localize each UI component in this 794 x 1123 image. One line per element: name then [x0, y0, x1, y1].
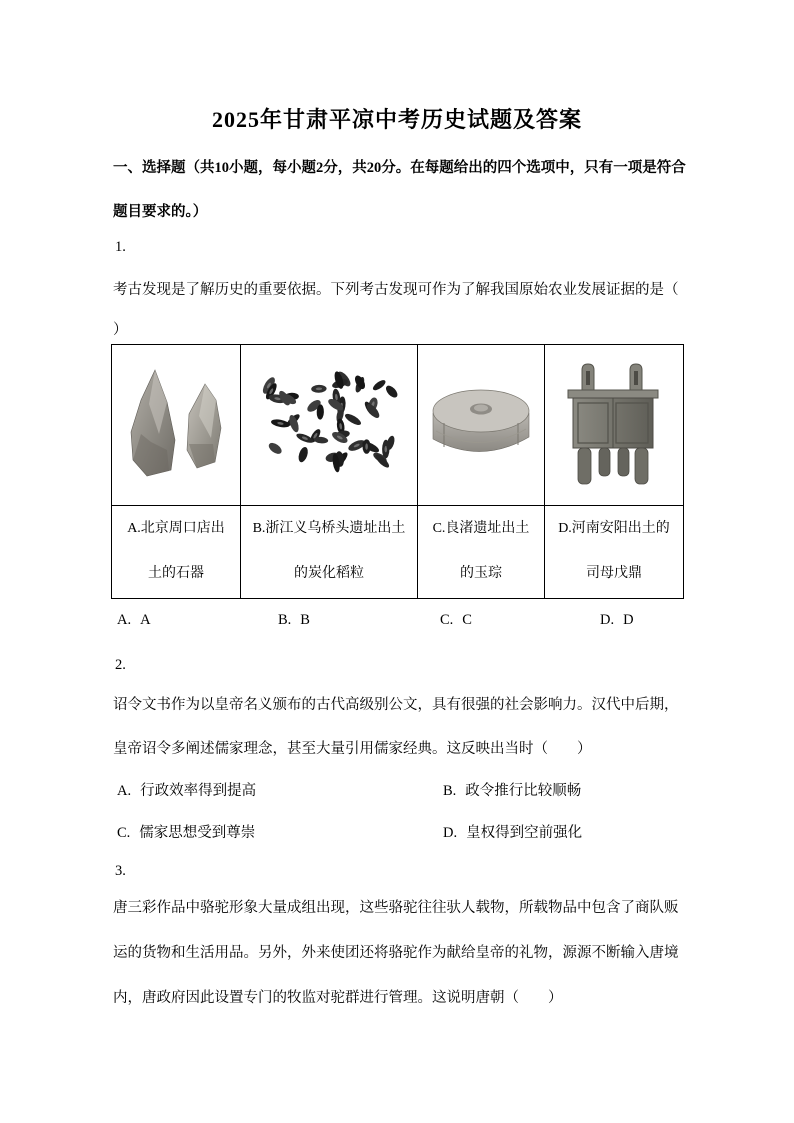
stone-tools-image: [121, 364, 231, 486]
option-label: D.: [443, 825, 458, 841]
table-caption-a: [112, 505, 240, 598]
option-text: C: [462, 612, 472, 628]
artifact-caption-line: D.河南安阳出土的: [558, 521, 670, 536]
question-3-stem-line-3: 内，唐政府因此设置专门的牧监对驼群进行管理。这说明唐朝（ ）: [113, 990, 563, 1006]
option-label: C.: [440, 612, 454, 628]
table-caption-c: [417, 505, 544, 598]
q2-option-a: [117, 780, 256, 802]
table-caption-d: [544, 505, 683, 598]
rice-grains-image: [253, 369, 405, 481]
option-text: 儒家思想受到尊崇: [139, 825, 256, 841]
question-3-stem-line-2: 运的货物和生活用品。另外，外来使团还将骆驼作为献给皇帝的礼物，源源不断输入唐境: [113, 945, 679, 961]
artifact-caption-line: A.北京周口店出: [127, 521, 225, 536]
q2-option-d: [443, 822, 582, 844]
option-label: A.: [117, 783, 132, 799]
option-text: B: [300, 612, 310, 628]
artifact-caption-line: C.良渚遗址出土: [432, 521, 530, 536]
bronze-ding-image: [558, 360, 670, 490]
question-2-stem-line-2: 皇帝诏令多阐述儒家理念，甚至大量引用儒家经典。这反映出当时（ ）: [113, 741, 592, 757]
question-1-stem-line-1: 考古发现是了解历史的重要依据。下列考古发现可作为了解我国原始农业发展证据的是（: [113, 282, 679, 298]
option-text: A: [140, 612, 151, 628]
option-label: B.: [278, 612, 292, 628]
option-label: A.: [117, 612, 132, 628]
question-2-stem-line-1: 诏令文书作为以皇帝名义颁布的古代高级别公文，具有很强的社会影响力。汉代中后期，: [113, 697, 679, 713]
page-title: 2025年甘肃平凉中考历史试题及答案: [211, 107, 582, 132]
q2-option-c: [117, 822, 255, 844]
artifact-caption-line: B.浙江义乌桥头遗址出土: [252, 521, 406, 536]
artifact-caption-line: 土的石器: [148, 566, 204, 581]
option-text: 政令推行比较顺畅: [465, 783, 582, 799]
question-3-number: 3.: [115, 863, 126, 879]
artifact-caption-line: 的炭化稻粒: [294, 566, 364, 581]
artifact-caption-line: 的玉琮: [460, 566, 502, 581]
option-label: B.: [443, 783, 457, 799]
q1-option-b: [278, 609, 310, 631]
table-caption-b: [240, 505, 417, 598]
question-1-number: 1.: [115, 239, 126, 255]
table-cell-image-c: [417, 345, 544, 505]
question-1-stem-line-2: ）: [113, 322, 128, 338]
table-cell-image-b: [240, 345, 417, 505]
option-text: D: [623, 612, 634, 628]
table-cell-image-a: [112, 345, 240, 505]
question-2-number: 2.: [115, 657, 126, 673]
question-3-stem-line-1: 唐三彩作品中骆驼形象大量成组出现，这些骆驼往往驮人载物，所载物品中包含了商队贩: [113, 900, 679, 916]
table-cell-image-d: [544, 345, 683, 505]
q1-artifact-table: [111, 344, 684, 599]
section-heading-line-2: 题目要求的。）: [113, 204, 208, 220]
q1-option-c: [440, 609, 472, 631]
option-label: D.: [600, 612, 615, 628]
option-text: 行政效率得到提高: [140, 783, 257, 799]
section-heading-line-1: 一、选择题（共10小题，每小题2分，共20分。在每题给出的四个选项中，只有一项是符合: [113, 160, 686, 176]
q2-option-b: [443, 780, 581, 802]
jade-cong-image: [422, 381, 540, 469]
artifact-caption-line: 司母戊鼎: [586, 566, 642, 581]
option-label: C.: [117, 825, 131, 841]
q1-option-d: [600, 609, 634, 631]
option-text: 皇权得到空前强化: [466, 825, 583, 841]
q1-option-a: [117, 609, 151, 631]
